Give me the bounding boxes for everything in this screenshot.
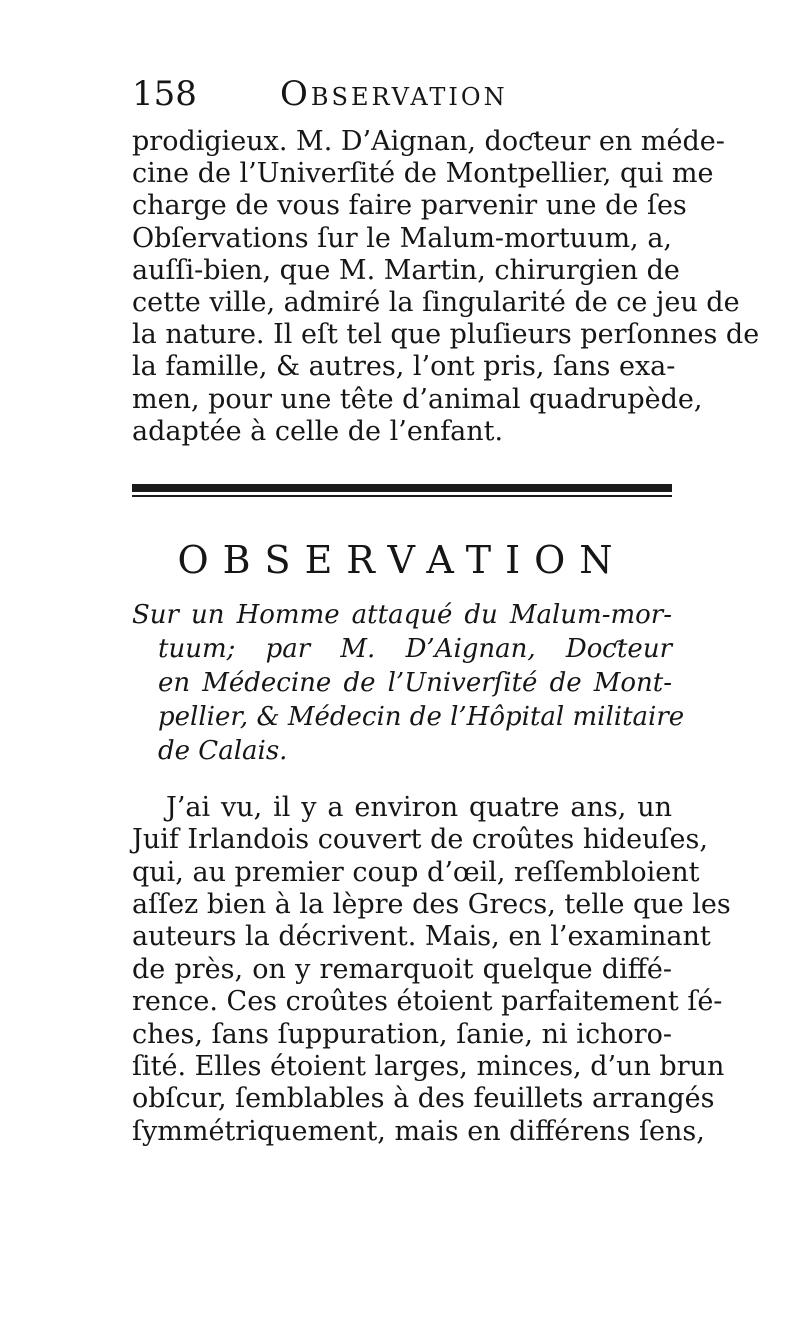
text-line: la nature. Il eſt tel que pluſieurs perſonnes de xyxy=(132,319,760,351)
page-number: 158 xyxy=(132,74,197,114)
page-header xyxy=(132,70,672,126)
text-line: J’ai vu, il y a environ quatre ans, un xyxy=(166,791,672,823)
text-line: charge de vous faire parvenir une de ſes xyxy=(132,190,687,222)
subtitle-line: en Médecine de l’Univerſité de Mont- xyxy=(158,667,672,698)
subtitle-line: de Calais. xyxy=(158,735,288,766)
divider-thick-rule xyxy=(132,484,672,492)
text-line: Juif Irlandois couvert de croûtes hideuſes, xyxy=(132,824,708,856)
running-head: Observation xyxy=(280,74,508,114)
text-line: cine de l’Univerſité de Montpellier, qui me xyxy=(132,158,714,190)
text-line: adaptée à celle de l’enfant. xyxy=(132,415,504,447)
text-line: ches, ſans ſuppuration, ſanie, ni ichoro- xyxy=(132,1018,672,1050)
subtitle-line: pellier, & Médecin de l’Hôpital militaire xyxy=(158,701,685,732)
top-paragraph xyxy=(132,126,760,448)
text-line: prodigieux. M. D’Aignan, doƈteur en méde- xyxy=(132,126,725,157)
divider-thin-rule xyxy=(132,495,672,497)
text-line: la famille, & autres, l’ont pris, ſans exa- xyxy=(132,351,676,383)
text-line: Obſervations ſur le Malum-mortuum, a, xyxy=(132,222,672,254)
body-paragraph xyxy=(132,791,731,1148)
section-divider xyxy=(132,484,672,498)
text-line: cette ville, admiré la ſingularité de ce jeu de xyxy=(132,286,740,318)
text-line: ſymmétriquement, mais en différens ſens, xyxy=(132,1115,705,1147)
book-page xyxy=(132,70,760,1148)
text-line: auſſi-bien, que M. Martin, chirurgien de xyxy=(132,254,680,286)
text-line: auteurs la décrivent. Mais, en l’examinant xyxy=(132,921,711,953)
text-line: obſcur, ſemblables à des feuillets arrangés xyxy=(132,1083,715,1115)
text-line: men, pour une tête d’animal quadrupède, xyxy=(132,383,703,415)
section-subtitle xyxy=(132,598,685,768)
subtitle-line: Sur un Homme attaqué du Malum-mor- xyxy=(132,599,672,630)
text-line: rence. Ces croûtes étoient parfaitement ſé- xyxy=(132,986,723,1018)
text-line: aſſez bien à la lèpre des Grecs, telle que les xyxy=(132,889,731,921)
text-line: qui, au premier coup d’œil, reſſembloient xyxy=(132,856,700,888)
text-line: de près, on y remarquoit quelque diffé- xyxy=(132,953,672,985)
text-line: ſité. Elles étoient larges, minces, d’un brun xyxy=(132,1051,725,1082)
subtitle-line: tuum; par M. D’Aignan, Doƈteur xyxy=(158,633,672,664)
section-title: OBSERVATION xyxy=(177,537,627,582)
